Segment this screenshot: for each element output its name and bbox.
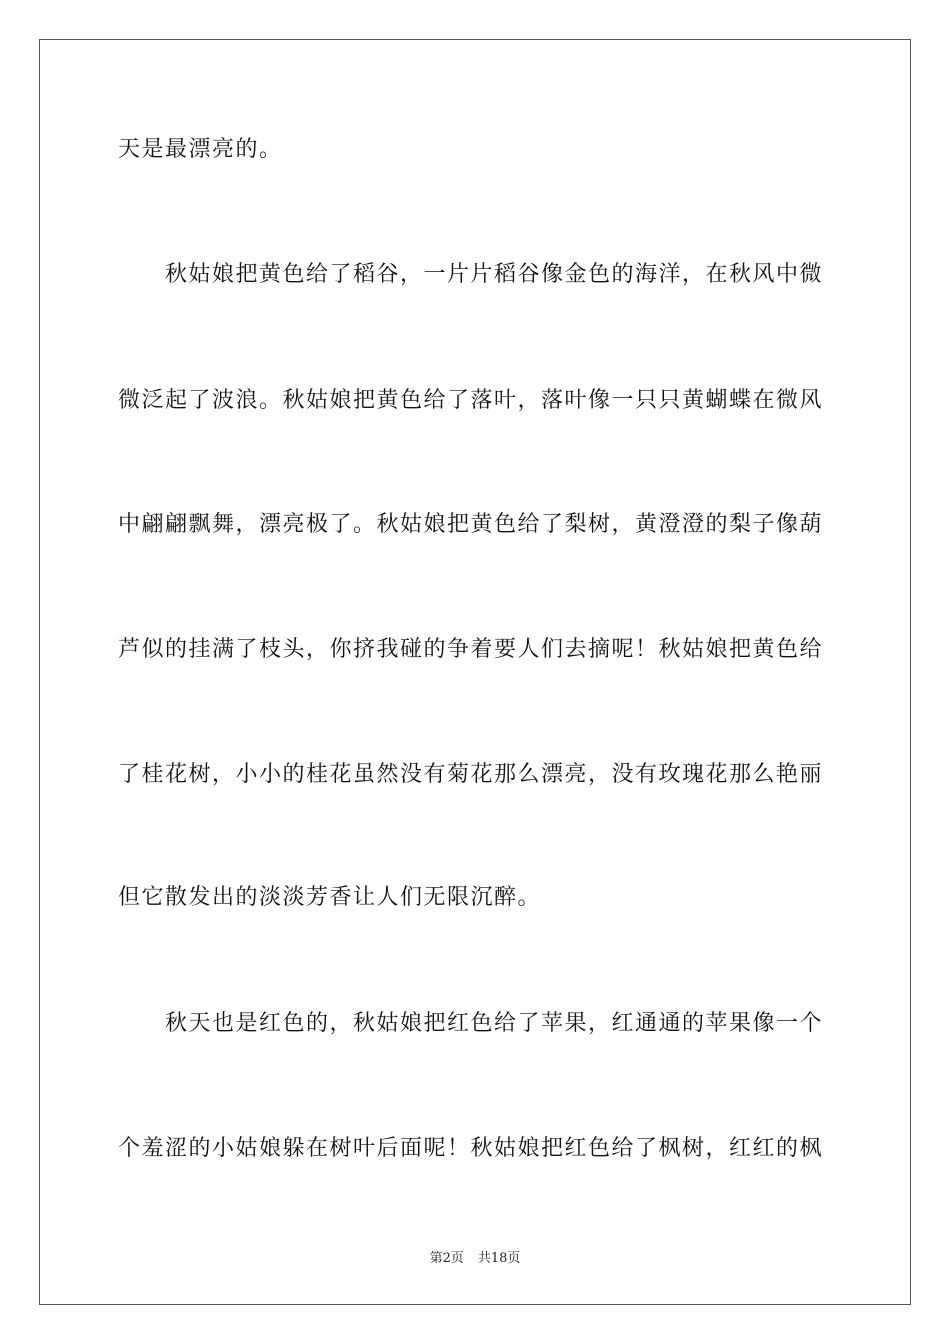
text-line-7: 但它散发出的淡淡芳香让人们无限沉醉。 bbox=[118, 885, 542, 910]
text-line-5: 芦似的挂满了枝头，你挤我碰的争着要人们去摘呢！秋姑娘把黄色给 bbox=[118, 637, 824, 662]
text-line-4: 中翩翩飘舞，漂亮极了。秋姑娘把黄色给了梨树，黄澄澄的梨子像葫 bbox=[118, 512, 824, 537]
text-line-2: 秋姑娘把黄色给了稻谷，一片片稻谷像金色的海洋，在秋风中微 bbox=[165, 262, 824, 287]
text-line-3: 微泛起了波浪。秋姑娘把黄色给了落叶，落叶像一只只黄蝴蝶在微风 bbox=[118, 388, 824, 413]
text-line-8: 秋天也是红色的，秋姑娘把红色给了苹果，红通通的苹果像一个 bbox=[165, 1011, 824, 1036]
page-total: 共18页 bbox=[477, 1251, 521, 1266]
page-border bbox=[39, 39, 911, 1305]
text-line-9: 个羞涩的小姑娘躲在树叶后面呢！秋姑娘把红色给了枫树，红红的枫 bbox=[118, 1136, 824, 1161]
text-line-6: 了桂花树，小小的桂花虽然没有菊花那么漂亮，没有玫瑰花那么艳丽 bbox=[118, 762, 824, 787]
page-footer bbox=[0, 1247, 950, 1266]
text-line-1: 天是最漂亮的。 bbox=[118, 137, 283, 162]
page-number: 第2页 bbox=[429, 1251, 464, 1266]
